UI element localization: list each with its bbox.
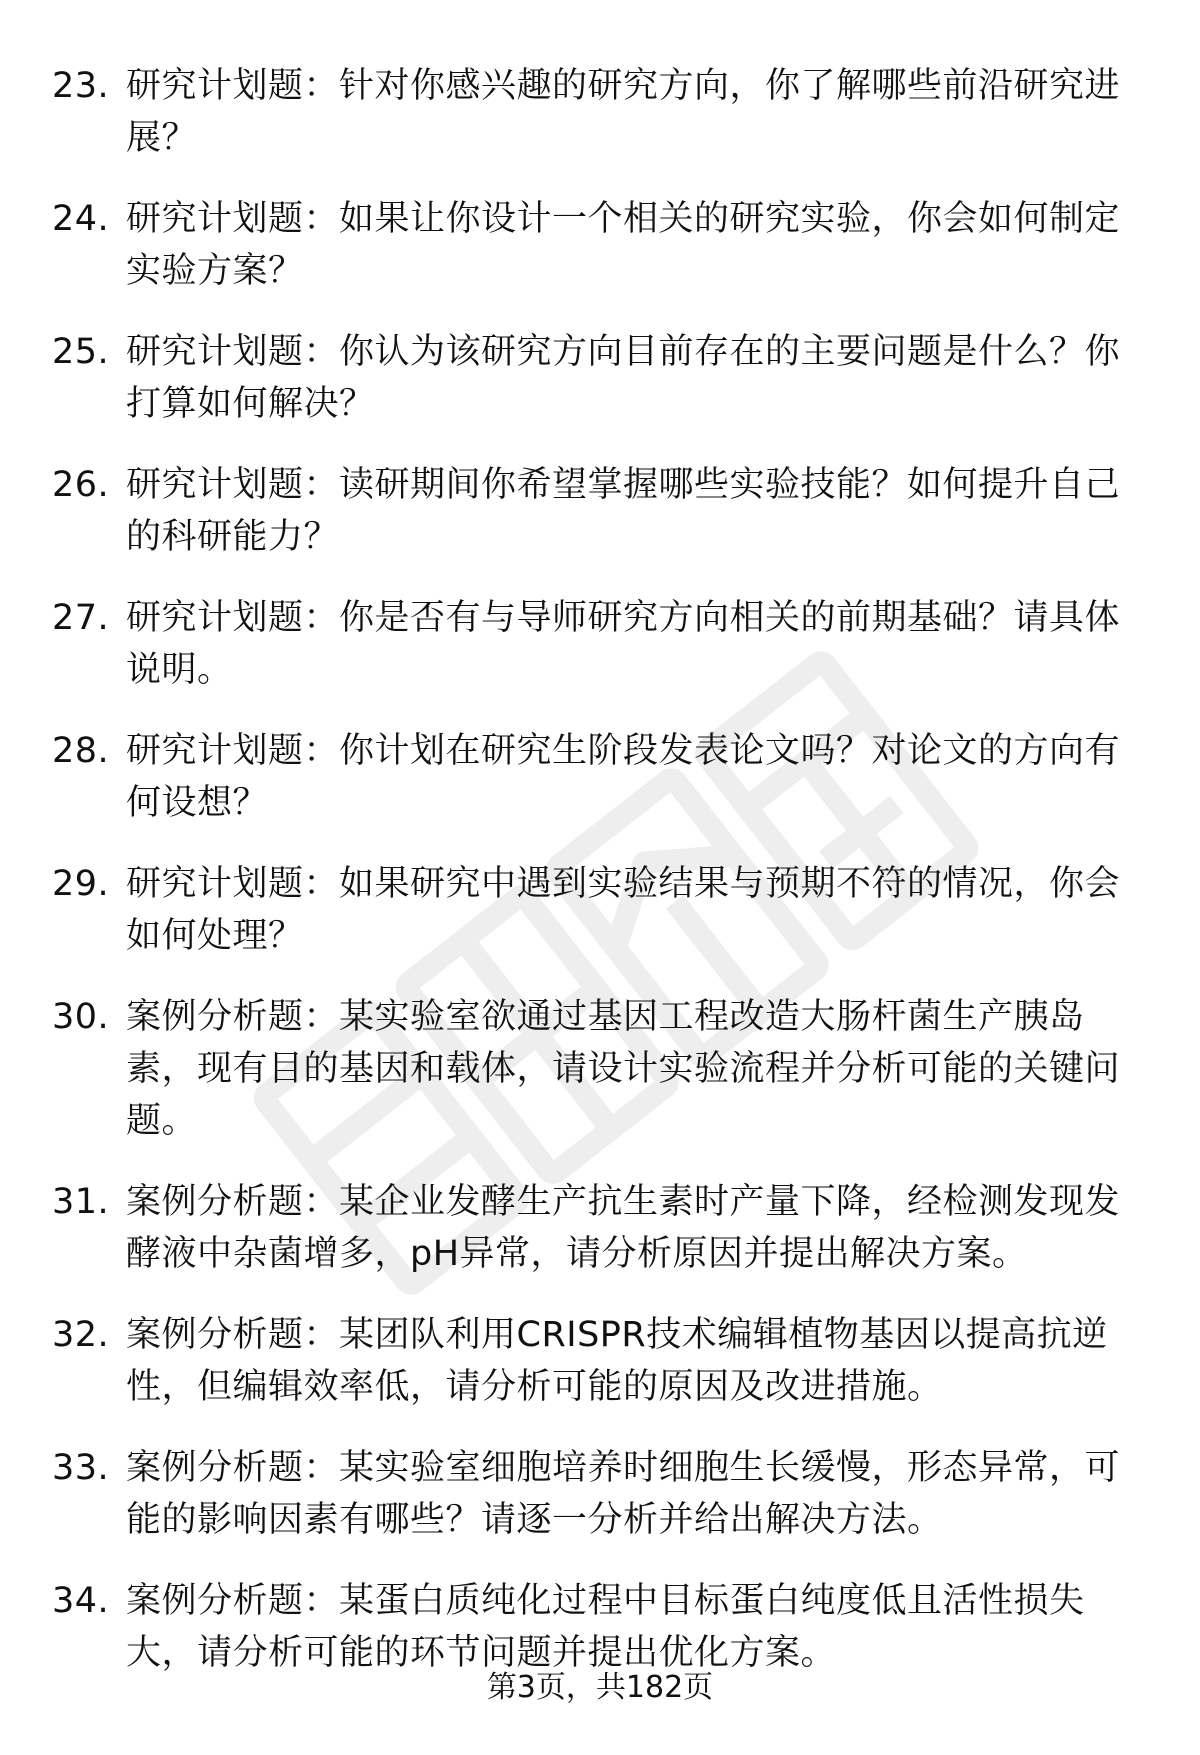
question-text: 研究计划题：如果让你设计一个相关的研究实验，你会如何制定实验方案？ [126, 199, 1121, 291]
question-number: 28. [52, 731, 110, 771]
question-number: 24. [52, 199, 110, 239]
list-item [0, 858, 1200, 962]
question-number: 26. [52, 465, 110, 505]
question-number: 34. [52, 1581, 110, 1621]
list-item [0, 725, 1200, 829]
question-number: 33. [52, 1448, 110, 1488]
question-text: 研究计划题：读研期间你希望掌握哪些实验技能？如何提升自己的科研能力？ [126, 465, 1121, 557]
list-item [0, 1442, 1200, 1546]
question-text: 案例分析题：某实验室细胞培养时细胞生长缓慢，形态异常，可能的影响因素有哪些？请逐一分析并给出解决方法。 [126, 1448, 1121, 1540]
question-text: 研究计划题：你认为该研究方向目前存在的主要问题是什么？你打算如何解决？ [126, 332, 1121, 424]
list-item [0, 193, 1200, 297]
question-number: 31. [52, 1182, 110, 1222]
question-number: 32. [52, 1315, 110, 1355]
question-text: 案例分析题：某团队利用CRISPR技术编辑植物基因以提高抗逆性，但编辑效率低，请分析可能的原因及改进措施。 [126, 1315, 1108, 1407]
list-item [0, 1309, 1200, 1413]
question-number: 29. [52, 864, 110, 904]
question-text: 研究计划题：针对你感兴趣的研究方向，你了解哪些前沿研究进展？ [126, 66, 1121, 158]
list-item [0, 459, 1200, 563]
question-text: 研究计划题：如果研究中遇到实验结果与预期不符的情况，你会如何处理？ [126, 864, 1121, 956]
question-text: 案例分析题：某实验室欲通过基因工程改造大肠杆菌生产胰岛素，现有目的基因和载体，请设计实验流程并分析可能的关键问题。 [126, 997, 1121, 1141]
question-text: 研究计划题：你是否有与导师研究方向相关的前期基础？请具体说明。 [126, 598, 1121, 690]
list-item [0, 592, 1200, 696]
page-number-footer: 第3页，共182页 [486, 1670, 714, 1705]
question-list [0, 60, 1200, 1708]
list-item [0, 991, 1200, 1147]
list-item [0, 326, 1200, 430]
question-text: 案例分析题：某蛋白质纯化过程中目标蛋白纯度低且活性损失大，请分析可能的环节问题并提出优化方案。 [126, 1581, 1085, 1673]
question-number: 27. [52, 598, 110, 638]
question-text: 研究计划题：你计划在研究生阶段发表论文吗？对论文的方向有何设想？ [126, 731, 1121, 823]
question-number: 23. [52, 66, 110, 106]
list-item [0, 60, 1200, 164]
list-item [0, 1575, 1200, 1679]
list-item [0, 1176, 1200, 1280]
question-number: 30. [52, 997, 110, 1037]
question-text: 案例分析题：某企业发酵生产抗生素时产量下降，经检测发现发酵液中杂菌增多，pH异常，请分析原因并提出解决方案。 [126, 1182, 1121, 1274]
question-number: 25. [52, 332, 110, 372]
